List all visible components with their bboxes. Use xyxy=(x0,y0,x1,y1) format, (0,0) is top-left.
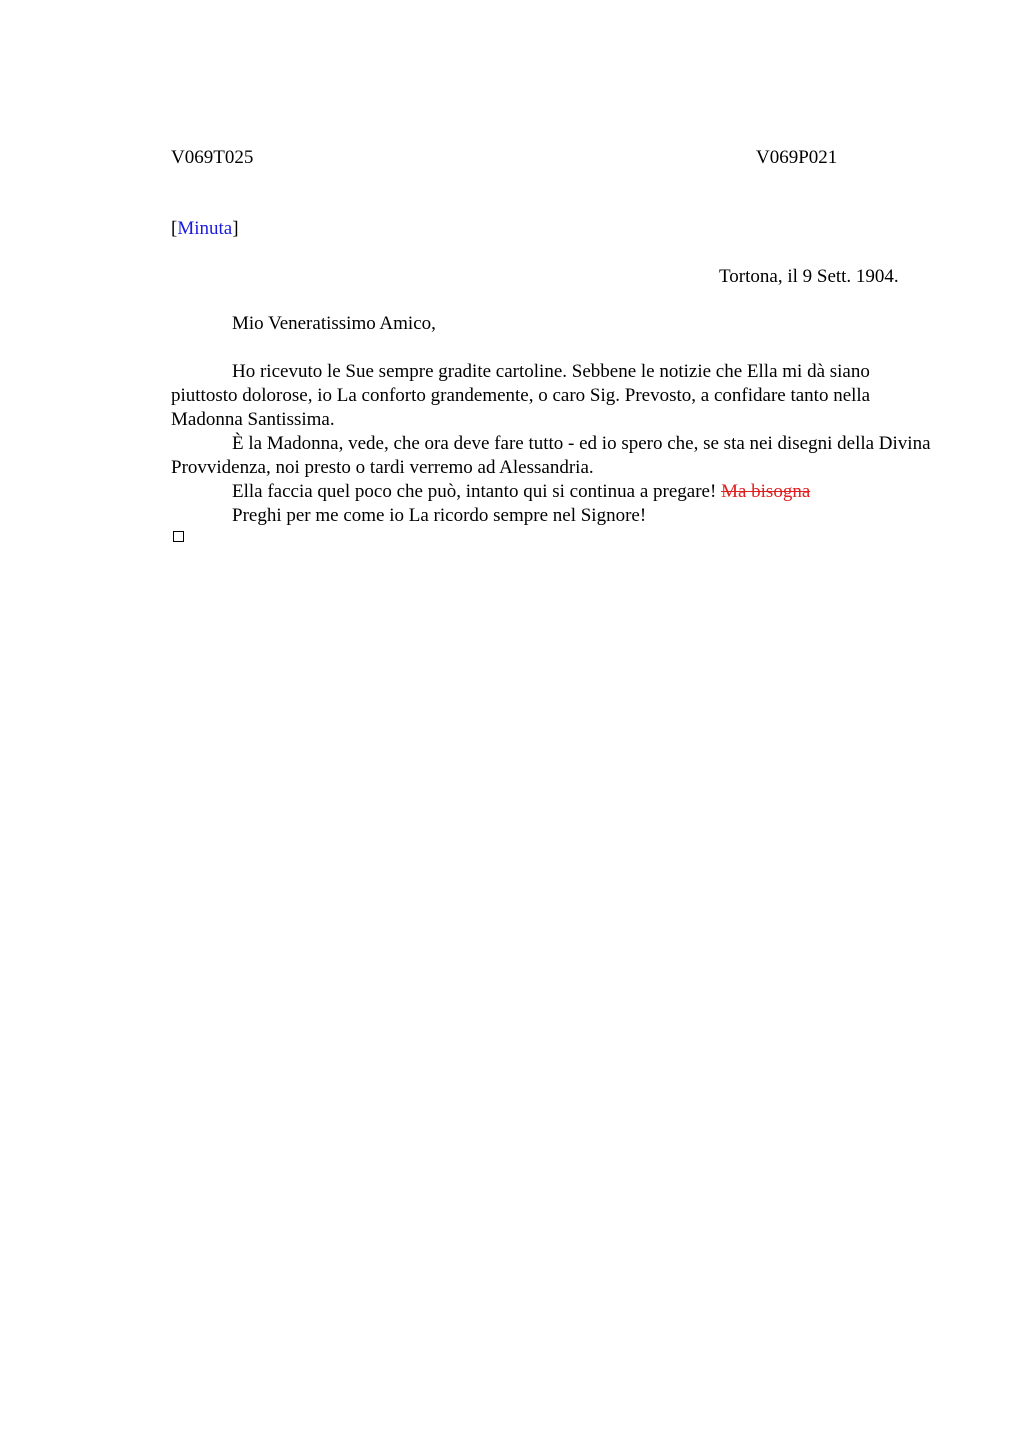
minuta-link[interactable]: Minuta xyxy=(177,218,233,239)
paragraph-text: Ella faccia quel poco che può, intanto qui si continua a pregare! xyxy=(232,481,722,502)
struck-text: Ma bisogna xyxy=(721,481,811,502)
paragraph: Preghi per me come io La ricordo sempre nel Signore! xyxy=(232,505,647,526)
letter-date: Tortona, il 9 Sett. 1904. xyxy=(719,266,899,287)
open-bracket: [ xyxy=(171,218,178,239)
letter-body xyxy=(171,360,931,528)
document-code-left: V069T025 xyxy=(171,147,254,168)
paragraph: È la Madonna, vede, che ora deve fare tutto - ed io spero che, se sta nei disegni della Divina Provvidenza, noi presto o tardi verremo ad Alessandria. xyxy=(171,433,931,478)
letter-salutation: Mio Veneratissimo Amico, xyxy=(232,313,436,334)
document-code-right: V069P021 xyxy=(756,147,838,168)
square-marker-icon xyxy=(173,531,184,542)
paragraph: Ho ricevuto le Sue sempre gradite cartoline. Sebbene le notizie che Ella mi dà siano piuttosto dolorose, io La conforto grandemente, o caro Sig. Prevosto, a confidare tanto nella Madonna Santissima. xyxy=(171,361,871,430)
minuta-label xyxy=(171,218,239,240)
paragraph xyxy=(171,480,931,504)
close-bracket: ] xyxy=(232,218,239,239)
